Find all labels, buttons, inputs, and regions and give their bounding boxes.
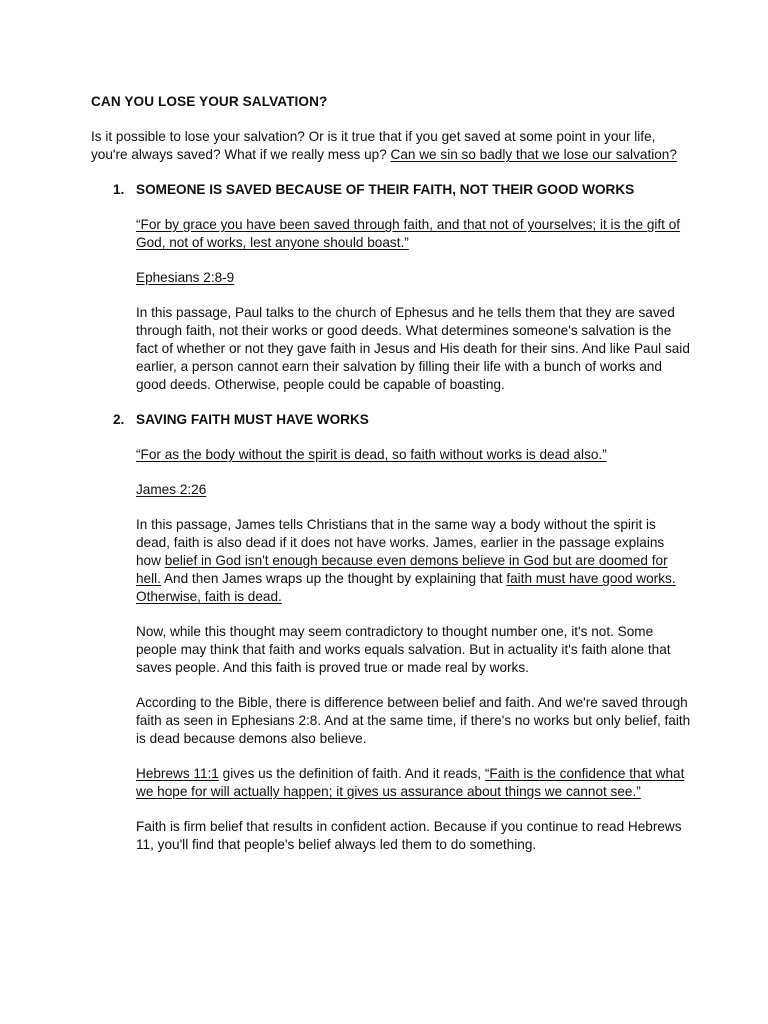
scripture-reference-text: James 2:26 [136, 482, 207, 497]
intro-text: Is it possible to lose your salvation? Or is it true that if you get saved at some point in your life, you're always saved? What if we really mess up? [91, 129, 656, 162]
body-paragraph: Faith is firm belief that results in confident action. Because if you continue to read Hebrews 11, you'll find that people's belief always led them to do something. [136, 819, 682, 852]
body-paragraph: Now, while this thought may seem contradictory to thought number one, it's not. Some people may think that faith and works equals salvation. But in actuality it's faith alone that saves people. And this faith is proved true or made real by works. [136, 624, 671, 675]
body-paragraph [136, 516, 691, 606]
section-number: 2. [113, 412, 125, 427]
hebrews-reference: Hebrews 11:1 [136, 766, 219, 781]
section-content [91, 446, 691, 854]
body-underlined-text: faith must have good works. Otherwise, faith is dead. [136, 571, 676, 604]
scripture-quote [136, 216, 691, 252]
section-heading [91, 181, 691, 199]
document-title: CAN YOU LOSE YOUR SALVATION? [91, 94, 328, 109]
hebrews-quote: “Faith is the confidence that what we hope for will actually happen; it gives us assurance about things we cannot see.” [136, 766, 685, 799]
section-2 [91, 411, 691, 854]
section-number: 1. [113, 182, 125, 197]
section-heading-text: SAVING FAITH MUST HAVE WORKS [136, 412, 369, 427]
scripture-reference [136, 481, 691, 499]
document-page [91, 93, 691, 854]
body-text: In this passage, James tells Christians that in the same way a body without the spirit is dead, faith is also dead if it does not have works. James, earlier in the passage explains how [136, 517, 665, 568]
scripture-quote-text: “For by grace you have been saved through faith, and that not of yourselves; it is the gift of God, not of works, lest anyone should boast.” [136, 217, 681, 250]
body-paragraph [136, 765, 691, 801]
scripture-reference [136, 269, 691, 287]
scripture-reference-text: Ephesians 2:8-9 [136, 270, 235, 285]
section-heading-text: SOMEONE IS SAVED BECAUSE OF THEIR FAITH, NOT THEIR GOOD WORKS [136, 182, 635, 197]
section-content [91, 216, 691, 394]
body-text: And then James wraps up the thought by explaining that [163, 571, 503, 586]
scripture-quote-text: “For as the body without the spirit is dead, so faith without works is dead also.” [136, 447, 607, 462]
body-underlined-text: belief in God isn't enough because even demons believe in God but are doomed for hell. [136, 553, 668, 586]
intro-question: Can we sin so badly that we lose our salvation? [390, 147, 677, 162]
body-paragraph: According to the Bible, there is difference between belief and faith. And we're saved through faith as seen in Ephesians 2:8. And at the same time, if there's no works but only belief, faith is dead because demons also believe. [136, 695, 691, 746]
scripture-quote [136, 446, 691, 464]
section-1 [91, 181, 691, 394]
intro-paragraph [91, 128, 691, 164]
body-text: gives us the definition of faith. And it reads, [222, 766, 482, 781]
body-paragraph: In this passage, Paul talks to the church of Ephesus and he tells them that they are saved through faith, not their works or good deeds. What determines someone's salvation is the fact of whether or not they gave faith in Jesus and His death for their sins. And like Paul said earlier, a person cannot earn their salvation by filling their life with a bunch of works and good deeds. Otherwise, people could be capable of boasting. [136, 305, 690, 392]
section-heading [91, 411, 691, 429]
